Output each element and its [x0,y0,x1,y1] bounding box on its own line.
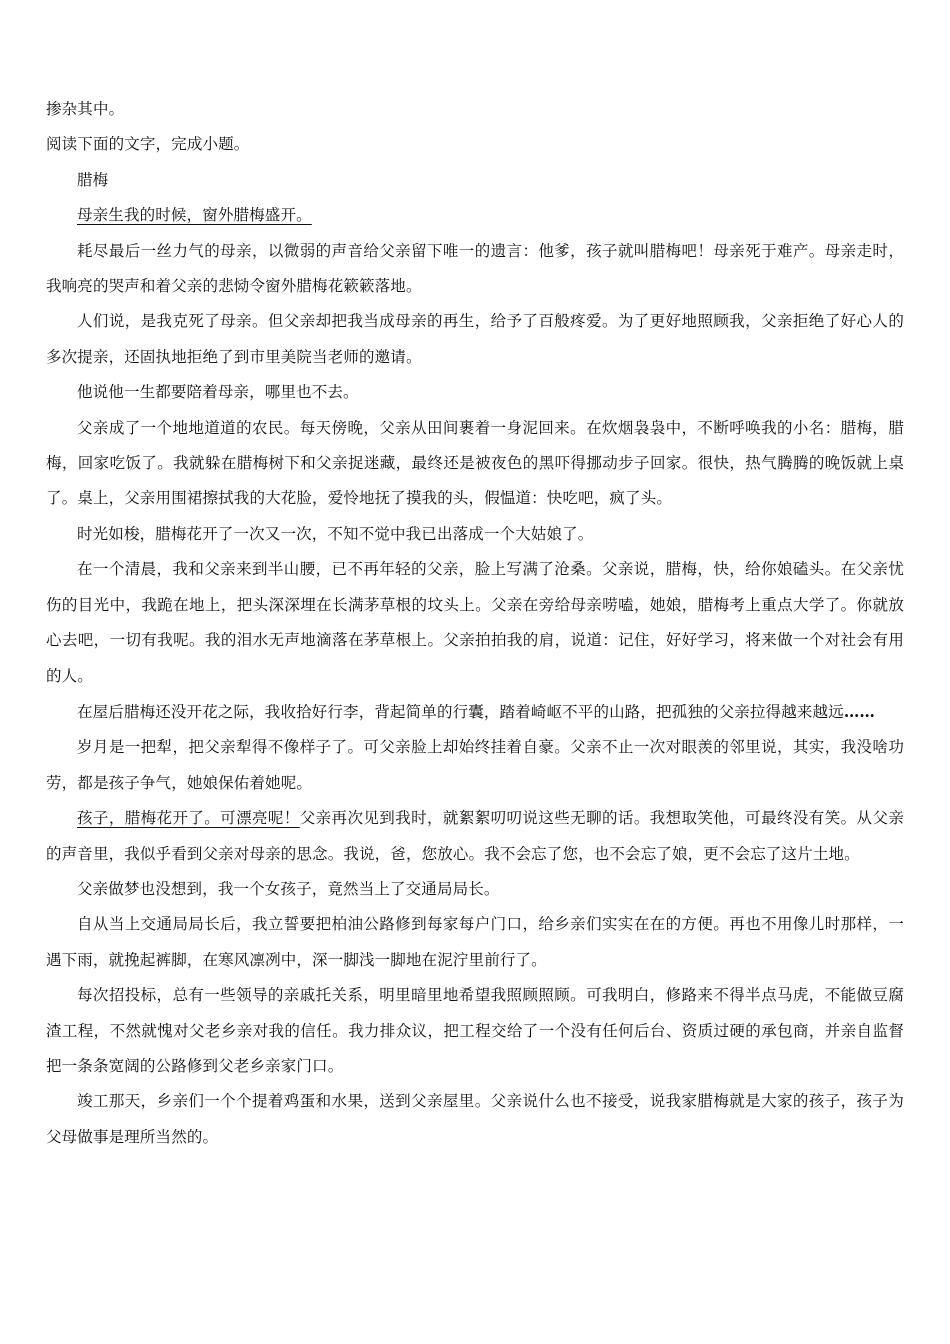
reading-instruction: 阅读下面的文字，完成小题。 [46,135,250,154]
underlined-sentence-2: 孩子，腊梅花开了。可漂亮呢！ [77,809,300,828]
paragraph-8 [46,694,904,730]
paragraph-8-ellipsis: …… [843,701,875,721]
paragraph-6: 时光如梭，腊梅花开了一次又一次，不知不觉中我已出落成一个大姑娘了。 [77,524,594,543]
paragraph-13: 每次招投标，总有一些领导的亲戚托关系，明里暗里地希望我照顾照顾。可我明白，修路来不得半点马虎，不能做豆腐渣工程，不然就愧对父老乡亲对我的信任。我力排众议，把工程交给了一个没有任何后台、资质过硬的承包商，并亲自监督把一条条宽阔的公路修到父老乡亲家门口。 [46,986,904,1075]
paragraph-10-text: 父亲再次见到我时，就絮絮叨叨说这些无聊的话。我想取笑他，可最终没有笑。从父亲的声音里，我似乎看到父亲对母亲的思念。我说，爸，您放心。我不会忘了您，也不会忘了娘，更不会忘了这片土地。 [46,809,905,863]
paragraph-2: 耗尽最后一丝力气的母亲，以微弱的声音给父亲留下唯一的遗言：他爹，孩子就叫腊梅吧！母亲死于难产。母亲走时，我响亮的哭声和着父亲的悲恸令窗外腊梅花簌簌落地。 [46,241,904,296]
paragraph-7: 在一个清晨，我和父亲来到半山腰，已不再年轻的父亲，脸上写满了沧桑。父亲说，腊梅，快，给你娘磕头。在父亲忧伤的目光中，我跪在地上，把头深深埋在长满茅草根的坟头上。父亲在旁给母亲唠嗑，她娘，腊梅考上重点大学了。你就放心去吧，一切有我呢。我的泪水无声地滴落在茅草根上。父亲拍拍我的肩，说道：记住，好好学习，将来做一个对社会有用的人。 [46,560,904,685]
underlined-sentence-1: 母亲生我的时候，窗外腊梅盛开。 [77,206,312,225]
paragraph-4: 他说他一生都要陪着母亲，哪里也不去。 [77,383,359,402]
article-title: 腊梅 [77,170,109,189]
carryover-text: 掺杂其中。 [46,100,125,118]
paragraph-12: 自从当上交通局局长后，我立誓要把柏油公路修到每家每户门口，给乡亲们实实在在的方便。再也不用像儿时那样，一遇下雨，就挽起裤脚，在寒风凛冽中，深一脚浅一脚地在泥泞里前行了。 [46,915,904,969]
paragraph-9: 岁月是一把犁，把父亲犁得不像样子了。可父亲脸上却始终挂着自豪。父亲不止一次对眼羡的邻里说，其实，我没啥功劳，都是孩子争气，她娘保佑着她呢。 [46,738,904,792]
paragraph-5: 父亲成了一个地地道道的农民。每天傍晚，父亲从田间裹着一身泥回来。在炊烟袅袅中，不断呼唤我的小名：腊梅，腊梅，回家吃饭了。我就躲在腊梅树下和父亲捉迷藏，最终还是被夜色的黑吓得挪动步子回家。很快，热气腾腾的晚饭就上桌了。桌上，父亲用围裙擦拭我的大花脸，爱怜地抚了摸我的头，假愠道：快吃吧，疯了头。 [46,418,904,508]
paragraph-3: 人们说，是我克死了母亲。但父亲却把我当成母亲的再生，给予了百般疼爱。为了更好地照顾我，父亲拒绝了好心人的多次提亲，还固执地拒绝了到市里美院当老师的邀请。 [46,312,904,366]
paragraph-14: 竣工那天，乡亲们一个个提着鸡蛋和水果，送到父亲屋里。父亲说什么也不接受，说我家腊梅就是大家的孩子，孩子为父母做事是理所当然的。 [46,1092,904,1146]
document-page [46,92,904,1155]
paragraph-10 [46,801,904,872]
paragraph-8-text: 在屋后腊梅还没开花之际，我收拾好行李，背起简单的行囊，踏着崎岖不平的山路，把孤独的父亲拉得越来越远 [77,702,844,721]
paragraph-1 [46,198,904,233]
paragraph-11: 父亲做梦也没想到，我一个女孩子，竟然当上了交通局局长。 [77,879,500,898]
